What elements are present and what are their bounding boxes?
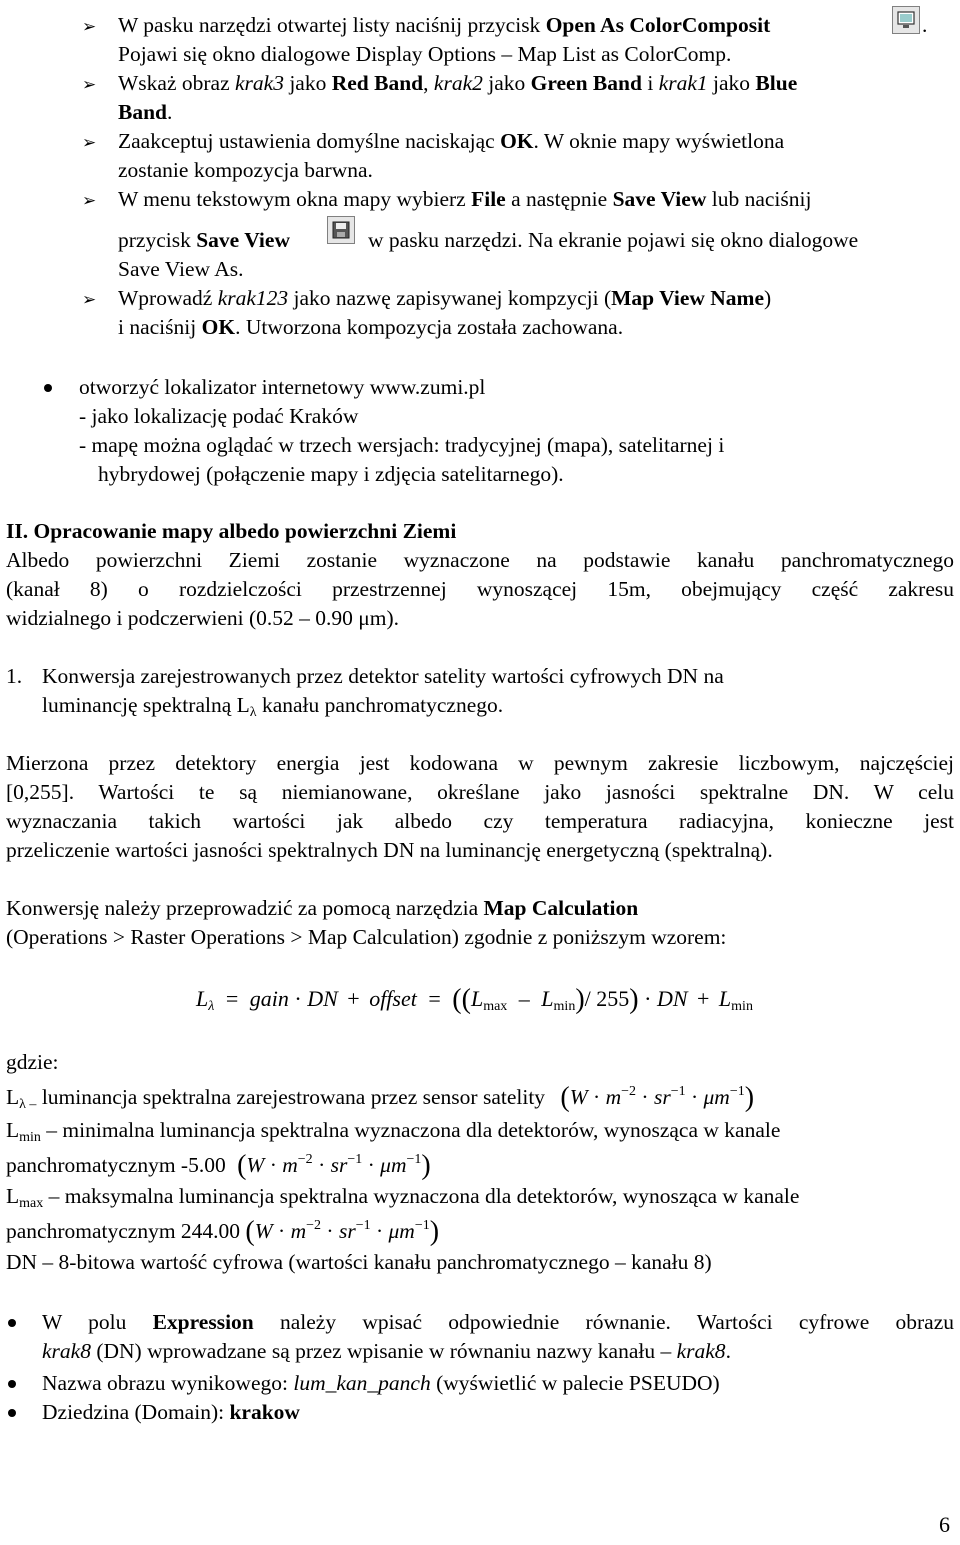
zumi-line-4: hybrydowej (połączenie mapy i zdjęcia satelitarnego). (98, 462, 564, 486)
paragraph-line: Mierzona przez detektory energia jest kodowana w pewnym zakresie liczbowym, najczęściej (6, 751, 954, 775)
step-5-line-1: Wprowadź krak123 jako nazwę zapisywanej kompzycji (Map View Name) (118, 286, 772, 310)
paragraph-line: widzialnego i podczerwieni (0.52 – 0.90 μm). (6, 606, 400, 630)
step-4-line-2b: w pasku narzędzi. Na ekranie pojawi się okno dialogowe (368, 228, 859, 252)
step-1-period: . (922, 13, 928, 37)
step-5-line-2: i naciśnij OK. Utworzona kompozycja została zachowana. (118, 315, 624, 339)
formula: $L_\lambda$ = gain · DN + offset = ($(L_{max} - L_{min})/$ 255) · DN + $L_{min}$ (196, 984, 753, 1015)
arrow-bullet-icon: ➢ (82, 290, 97, 310)
zumi-line-2: - jako lokalizację podać Kraków (79, 404, 359, 428)
paragraph-line: [0,255]. Wartości te są niemianowane, określane jako jasności spektralne DN. W celu (6, 780, 954, 804)
arrow-bullet-icon: ➢ (82, 133, 97, 153)
step-4-line-1: W menu tekstowym okna mapy wybierz File a następnie Save View lub naciśnij (118, 187, 812, 211)
step-1-line-1: W pasku narzędzi otwartej listy naciśnij przycisk Open As ColorComposit (118, 13, 771, 37)
page-number: 6 (939, 1512, 950, 1537)
paragraph-line: (kanał 8) o rozdzielczości przestrzennej wynoszącej 15m, obejmujący część zakresu (6, 577, 954, 601)
arrow-bullet-icon: ➢ (82, 17, 97, 37)
zumi-bullet: otworzyć lokalizator internetowy www.zumi.pl (79, 375, 486, 399)
paragraph-line: przeliczenie wartości jasności spektralnych DN na luminancję energetyczną (spektralną). (6, 838, 773, 862)
arrow-bullet-icon: ➢ (82, 191, 97, 211)
paragraph-line: Konwersję należy przeprowadzić za pomocą narzędzia Map Calculation (6, 896, 639, 920)
final-bullet-1-line-2: krak8 (DN) wprowadzane są przez wpisanie w równaniu nazwy kanału – krak8. (42, 1339, 731, 1363)
paragraph-line: Albedo powierzchni Ziemi zostanie wyznaczone na podstawie kanału panchromatycznego (6, 548, 954, 572)
step-3-line-2: zostanie kompozycja barwna. (118, 158, 373, 182)
bullet-dot-icon (44, 384, 52, 392)
bullet-dot-icon (8, 1409, 16, 1417)
paragraph-line: (Operations > Raster Operations > Map Calculation) zgodnie z poniższym wzorem: (6, 925, 727, 949)
section-heading: II. Opracowanie mapy albedo powierzchni Ziemi (6, 519, 457, 543)
def-l-min-line-2: panchromatycznym -5.00 $(W \cdot m^{-2} \cdot sr^{-1} \cdot \mu m^{-1})$ (6, 1150, 431, 1181)
def-l-max: $L_{max}$ – maksymalna luminancja spektralna wyznaczona dla detektorów, wynosząca w kanale (6, 1184, 800, 1211)
save-view-icon (327, 216, 355, 244)
def-l-max-line-2: panchromatycznym 244.00 $(W \cdot m^{-2} \cdot sr^{-1} \cdot \mu m^{-1})$ (6, 1216, 440, 1247)
zumi-line-3: - mapę można oglądać w trzech wersjach: tradycyjnej (mapa), satelitarnej i (79, 433, 725, 457)
def-dn: DN – 8-bitowa wartość cyfrowa (wartości kanału panchromatycznego – kanału 8) (6, 1250, 712, 1274)
final-bullet-2: Nazwa obrazu wynikowego: lum_kan_panch (wyświetlić w palecie PSEUDO) (42, 1371, 720, 1395)
step-4-line-3: Save View As. (118, 257, 244, 281)
bullet-dot-icon (8, 1380, 16, 1388)
final-bullet-1-line-1: W polu Expression należy wpisać odpowiednie równanie. Wartości cyfrowe obrazu (42, 1310, 954, 1334)
item-1-line-2: luminancję spektralną $L_\lambda$ kanału panchromatycznego. (42, 693, 504, 720)
def-l-lambda: $L_{\lambda -}$ luminancja spektralna zarejestrowana przez sensor satelity $(W \cdot m^{-2} \cdot sr^{-1} \cdot \mu m^{-1})$ (6, 1082, 755, 1113)
def-l-min: $L_{min}$ – minimalna luminancja spektralna wyznaczona dla detektorów, wynosząca w kanale (6, 1118, 781, 1145)
gdzie-label: gdzie: (6, 1050, 59, 1074)
final-bullet-3: Dziedzina (Domain): krakow (42, 1400, 300, 1424)
item-number: 1. (6, 664, 23, 688)
item-1-line-1: Konwersja zarejestrowanych przez detektor satelity wartości cyfrowych DN na (42, 664, 724, 688)
step-2-line-2: Band. (118, 100, 173, 124)
step-3-line-1: Zaakceptuj ustawienia domyślne naciskając OK. W oknie mapy wyświetlona (118, 129, 785, 153)
step-1-line-2: Pojawi się okno dialogowe Display Options – Map List as ColorComp. (118, 42, 732, 66)
open-as-colorcomposite-icon (892, 6, 920, 34)
bullet-dot-icon (8, 1319, 16, 1327)
step-2-line-1: Wskaż obraz krak3 jako Red Band, krak2 jako Green Band i krak1 jako Blue (118, 71, 798, 95)
step-4-line-2a: przycisk Save View (118, 228, 290, 252)
paragraph-line: wyznaczania takich wartości jak albedo czy temperatura radiacyjna, konieczne jest (6, 809, 954, 833)
arrow-bullet-icon: ➢ (82, 75, 97, 95)
